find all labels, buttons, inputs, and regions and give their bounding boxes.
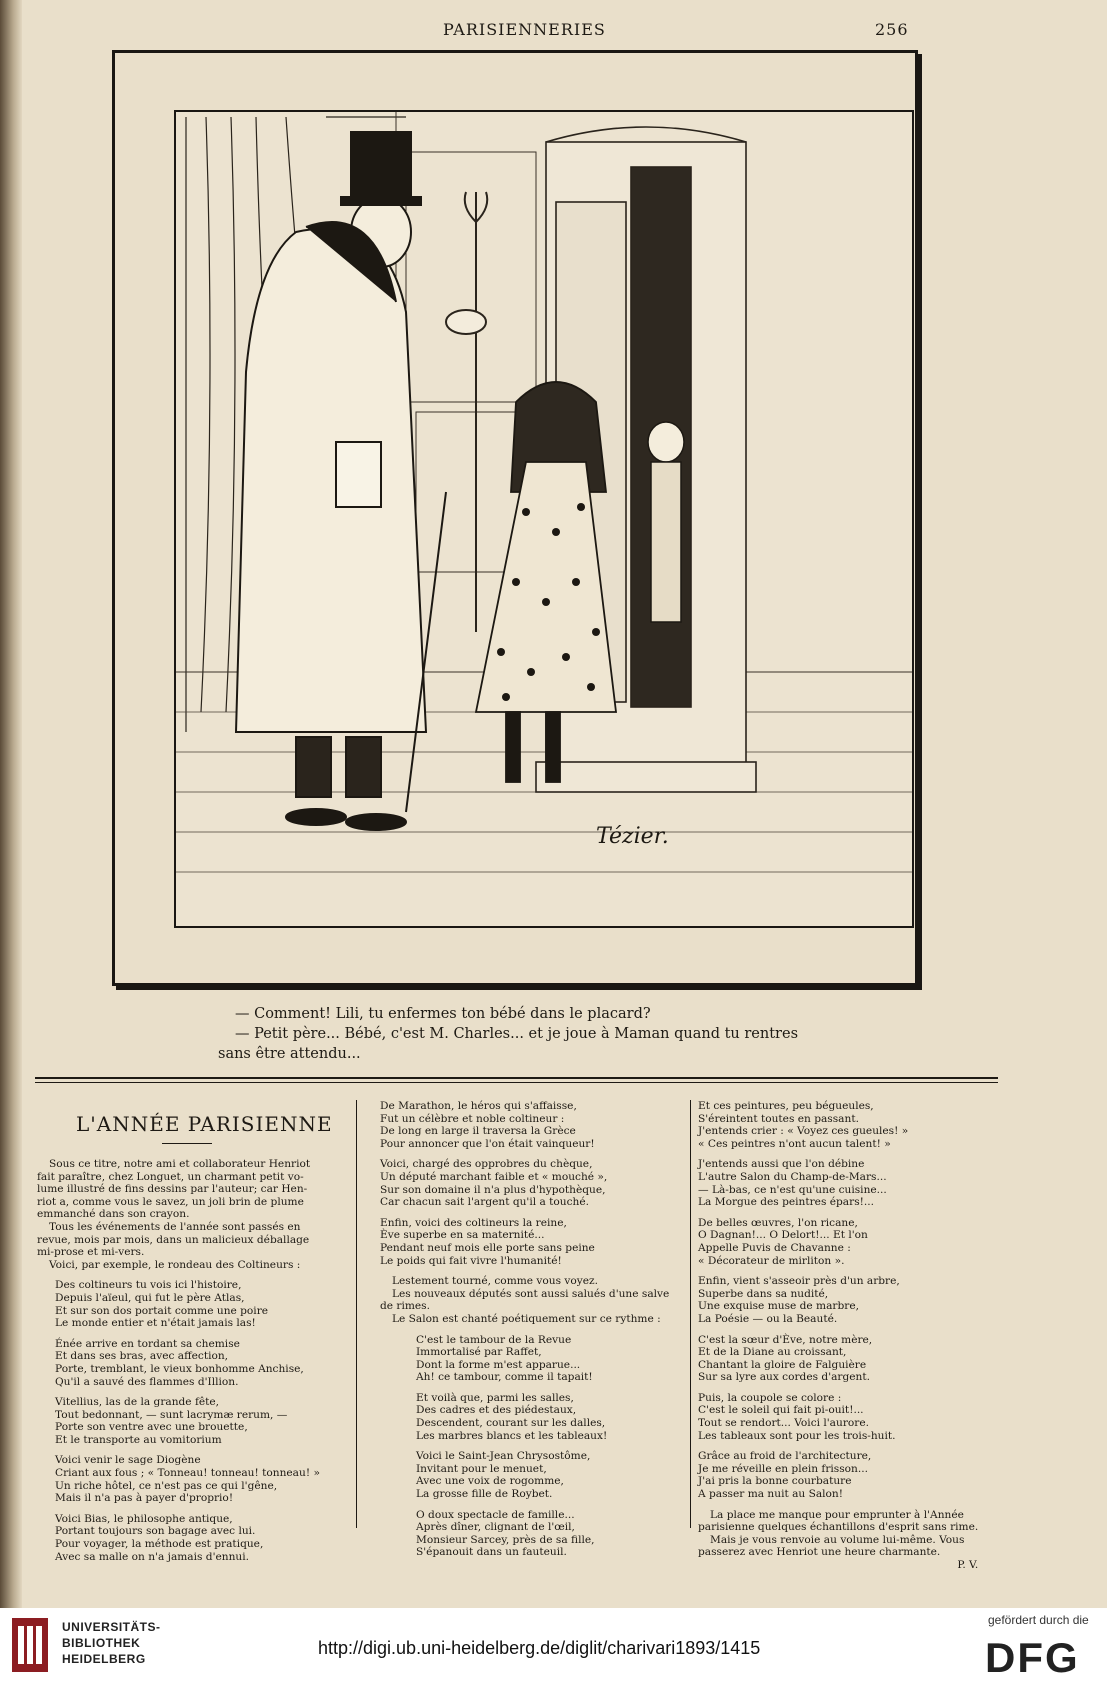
article-line: Des cadres et des piédestaux, [416,1404,577,1417]
article-line [698,1501,978,1509]
article-line: La Morgue des peintres épars!... [698,1196,874,1209]
article-line: Pour annoncer que l'on était vainqueur! [380,1137,595,1150]
article-line: Immortalisé par Raffet, [416,1346,542,1359]
article-line: O Dagnan!... O Delort!... Et l'on [698,1229,868,1242]
article-line: Portant toujours son bagage avec lui. [55,1525,256,1538]
page-number: 256 [875,20,909,39]
article-line: Après dîner, clignant de l'œil, [416,1521,575,1534]
article-line: Enfin, voici des coltineurs la reine, [380,1216,567,1229]
title-underline [162,1143,212,1144]
article-line: Criant aux fous ; « Tonneau! tonneau! tonneau! » [55,1467,320,1480]
article-line [698,1209,978,1217]
university-library-logo-icon [10,1616,50,1674]
page-fold-shadow [0,0,22,1608]
article-line: J'ai pris la bonne courbature [698,1475,852,1488]
article-line: Porte son ventre avec une brouette, [55,1421,248,1434]
library-name-line-3: HEIDELBERG [62,1652,146,1666]
article-line [380,1384,669,1392]
article-line [380,1501,669,1509]
article-line: J'entends aussi que l'on débine [698,1158,865,1171]
article-line [380,1150,669,1158]
article-line [698,1384,978,1392]
article-line: Ève superbe en sa maternité... [380,1229,545,1242]
article-line: Et de la Diane au croissant, [698,1346,847,1359]
article-line: Et le transporte au vomitorium [55,1433,222,1446]
article-line: C'est la sœur d'Ève, notre mère, [698,1333,873,1346]
article-line: Puis, la coupole se colore : [698,1391,842,1404]
article-line: Dont la forme m'est apparue... [416,1358,581,1371]
article-line: Le monde entier et n'était jamais las! [55,1317,256,1330]
article-line: L'autre Salon du Champ-de-Mars... [698,1170,887,1183]
running-title: PARISIENNERIES [443,20,606,39]
article-line: La Poésie — ou la Beauté. [698,1312,838,1325]
article-line [698,1442,978,1450]
article-line [698,1150,978,1158]
article-line: J'entends crier : « Voyez ces gueules! » [698,1125,909,1138]
article-line: Grâce au froid de l'architecture, [698,1450,872,1463]
article-line: parisienne quelques échantillons d'esprit sans rime. [698,1521,979,1534]
article-line: Une exquise muse de marbre, [698,1300,859,1313]
article-line: Avec une voix de rogomme, [416,1475,564,1488]
article-line: Avec sa malle on n'a jamais d'ennui. [55,1550,249,1563]
article-line: S'éreintent toutes en passant. [698,1112,859,1125]
article-line: Fut un célèbre et noble coltineur : [380,1112,565,1125]
article-line: De long en large il traversa la Grèce [380,1125,576,1138]
caption-line-2: — Petit père... Bébé, c'est M. Charles... et je joue à Maman quand tu rentres [235,1026,799,1042]
column-divider-2 [690,1100,691,1528]
article-line: riot a, comme vous le savez, un joli brin de plume [37,1195,304,1208]
article-line: Voici Bias, le philosophe antique, [55,1512,233,1525]
article-line: Un riche hôtel, ce n'est pas ce qui l'gêne, [55,1479,278,1492]
article-line: Superbe dans sa nudité, [698,1287,829,1300]
article-line [380,1442,669,1450]
article-line: Qu'il a sauvé des flammes d'Illion. [55,1375,239,1388]
article-line: emmanché dans son crayon. [37,1208,190,1221]
article-line [37,1505,320,1513]
article-column-3 [698,1100,978,1572]
article-line: Enfin, vient s'asseoir près d'un arbre, [698,1275,900,1288]
article-line [37,1330,320,1338]
article-line: Depuis l'aïeul, qui fut le père Atlas, [55,1291,245,1304]
article-line: Mais je vous renvoie au volume lui-même. Vous [710,1533,965,1546]
article-line: Ah! ce tambour, comme il tapait! [416,1371,593,1384]
article-line: Pendant neuf mois elle porte sans peine [380,1241,595,1254]
article-line: Car chacun sait l'argent qu'il a touché. [380,1196,590,1209]
article-line: Sur son domaine il n'a plus d'hypothèque, [380,1183,606,1196]
column-divider-1 [356,1100,357,1528]
library-name-line-1: UNIVERSITÄTS- [62,1620,161,1634]
article-line: Lestement tourné, comme vous voyez. [392,1275,598,1288]
article-line: Chantant la gloire de Falguière [698,1358,867,1371]
article-line: Invitant pour le menuet, [416,1462,547,1475]
article-line: S'épanouit dans un fauteuil. [416,1546,567,1559]
article-line [37,1446,320,1454]
article-line: Tout bedonnant, — sunt lacrymæ rerum, — [55,1408,288,1421]
article-line: Les marbres blancs et les tableaux! [416,1429,608,1442]
article-line: P. V. [957,1559,979,1571]
article-line: C'est le tambour de la Revue [416,1333,572,1346]
article-line: Tous les événements de l'année sont passés en [49,1220,301,1233]
caption-line-3: sans être attendu... [218,1046,361,1062]
article-line: Voici venir le sage Diogène [55,1454,201,1467]
article-line: Monsieur Sarcey, près de sa fille, [416,1533,595,1546]
article-line: Sur sa lyre aux cordes d'argent. [698,1371,870,1384]
caption-line-1: — Comment! Lili, tu enfermes ton bébé dans le placard? [235,1006,651,1022]
article-line: fait paraître, chez Longuet, un charmant petit vo- [37,1170,304,1183]
article-line: Et voilà que, parmi les salles, [416,1391,574,1404]
article-line [380,1267,669,1275]
article-line: Les nouveaux députés sont aussi salués d'une salve [392,1287,670,1300]
article-line: Voici, chargé des opprobres du chèque, [380,1158,593,1171]
permalink-url[interactable]: http://digi.ub.uni-heidelberg.de/diglit/charivari1893/1415 [318,1638,761,1658]
article-line: Et sur son dos portait comme une poire [55,1304,269,1317]
article-line: Le poids qui fait vivre l'humanité! [380,1254,562,1267]
article-line: Voici le Saint-Jean Chrysostôme, [416,1450,591,1463]
article-line: — Là-bas, ce n'est qu'une cuisine... [698,1183,887,1196]
article-line: La grosse fille de Roybet. [416,1488,553,1501]
article-column-1 [37,1158,320,1563]
article-line: Et dans ses bras, avec affection, [55,1350,229,1363]
article-line: Un député marchant faible et « mouché », [380,1170,608,1183]
article-line [698,1267,978,1275]
article-line: Porte, tremblant, le vieux bonhomme Anchise, [55,1362,304,1375]
article-line: Je me réveille en plein frisson... [698,1462,868,1475]
funded-by-label: gefördert durch die [988,1613,1089,1627]
article-line: De Marathon, le héros qui s'affaisse, [380,1100,577,1112]
article-line: C'est le soleil qui fait pi-ouit!... [698,1404,864,1417]
article-line: revue, mois par mois, dans un malicieux déballage [37,1233,310,1246]
dfg-logo: DFG [985,1634,1080,1681]
article-line: mi-prose et mi-vers. [37,1246,145,1259]
article-line: passerez avec Henriot une heure charmante. [698,1546,941,1559]
article-column-2 [380,1100,669,1559]
article-line: de rimes. [380,1300,430,1313]
article-line: De belles œuvres, l'on ricane, [698,1216,858,1229]
article-line: Énée arrive en tordant sa chemise [55,1337,240,1350]
article-line: lume illustré de fins dessins par l'auteur; car Hen- [37,1183,308,1196]
article-line: Et ces peintures, peu bégueules, [698,1100,874,1112]
article-line [37,1388,320,1396]
cartoon-illustration-icon [176,112,912,926]
article-line [698,1326,978,1334]
article-line: « Décorateur de mirliton ». [698,1254,845,1267]
article-line: Le Salon est chanté poétiquement sur ce rythme : [392,1312,661,1325]
article-line: Vitellius, las de la grande fête, [55,1396,220,1409]
illustration [174,110,914,928]
article-line: Voici, par exemple, le rondeau des Coltineurs : [49,1258,301,1271]
section-rule-bottom [35,1082,998,1083]
article-line: Appelle Puvis de Chavanne : [698,1241,851,1254]
article-line: Les tableaux sont pour les trois-huit. [698,1429,896,1442]
article-line: Pour voyager, la méthode est pratique, [55,1538,264,1551]
library-name-line-2: BIBLIOTHEK [62,1636,141,1650]
article-line: A passer ma nuit au Salon! [698,1488,844,1501]
article-line: « Ces peintres n'ont aucun talent! » [698,1137,891,1150]
article-line [380,1326,669,1334]
article-line [380,1209,669,1217]
article-line: Mais il n'a pas à payer d'proprio! [55,1492,234,1505]
article-line: Tout se rendort... Voici l'aurore. [698,1417,869,1430]
article-line: Sous ce titre, notre ami et collaborateur Henriot [49,1158,311,1170]
article-line: O doux spectacle de famille... [416,1508,575,1521]
article-line: La place me manque pour emprunter à l'Année [710,1508,964,1521]
section-rule-top [35,1077,998,1079]
article-title: L'ANNÉE PARISIENNE [76,1112,333,1136]
artist-signature: Tézier. [596,824,669,849]
article-line: Des coltineurs tu vois ici l'histoire, [55,1279,242,1292]
article-line [37,1271,320,1279]
article-line: Descendent, courant sur les dalles, [416,1417,606,1430]
